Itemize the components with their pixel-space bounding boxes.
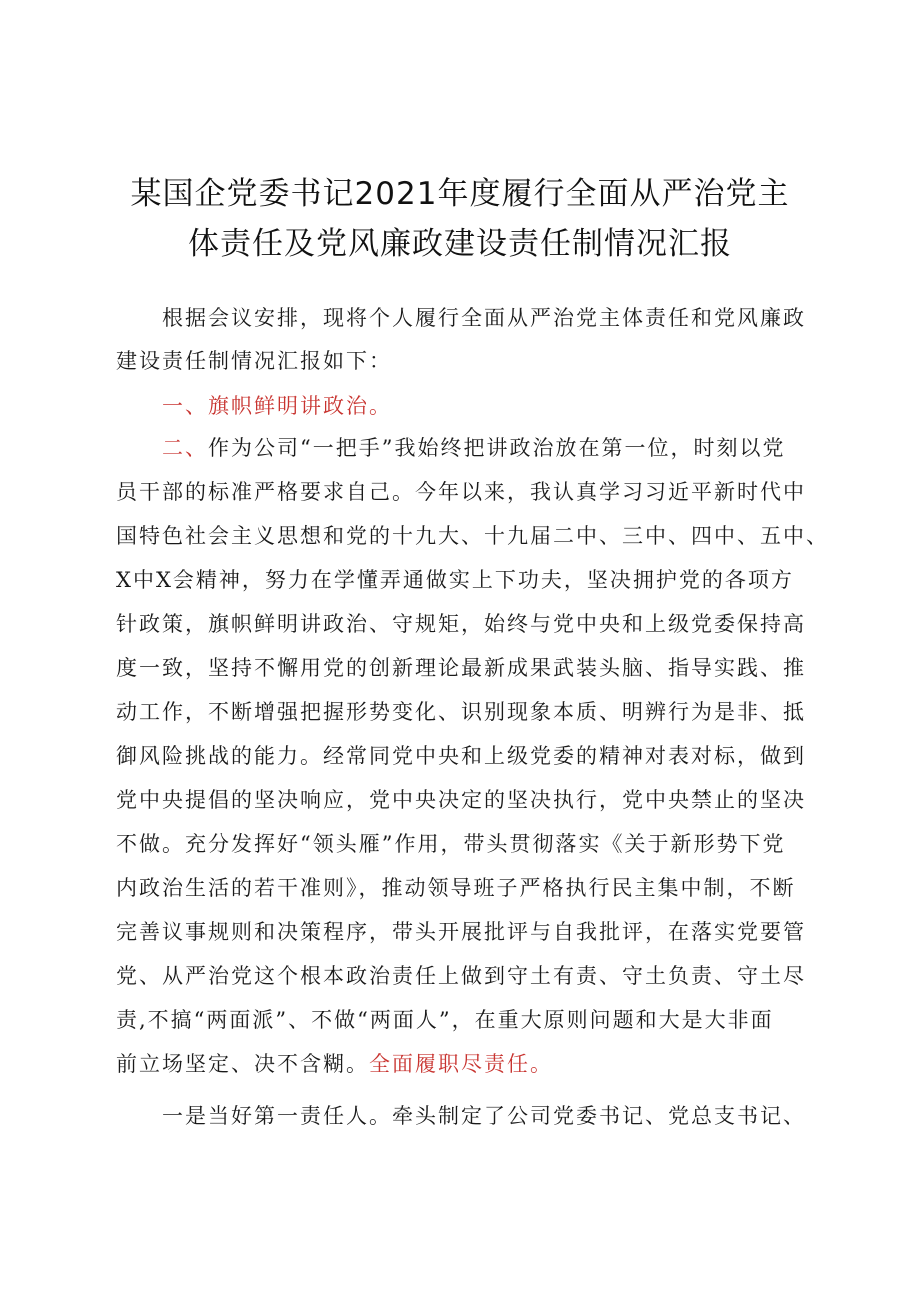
section-heading-3: 全面履职尽责任。 — [369, 1052, 553, 1076]
document-title-line-2: 体责任及党风廉政建设责任制情况汇报 — [188, 226, 732, 262]
paragraph-line: 责,不搞“两面派”、不做“两面人”，在重大原则问题和大是大非面 — [116, 1008, 774, 1032]
paragraph-line-text: 前立场坚定、决不含糊。 — [116, 1052, 369, 1076]
paragraph-line: 针政策，旗帜鲜明讲政治、守规矩，始终与党中央和上级党委保持高 — [116, 612, 806, 636]
paragraph-line: 动工作，不断增强把握形势变化、识别现象本质、明辨行为是非、抵 — [116, 700, 806, 724]
paragraph-line: 不做。充分发挥好“领头雁”作用，带头贯彻落实《关于新形势下党 — [116, 832, 786, 856]
paragraph-line: 一是当好第一责任人。牵头制定了公司党委书记、党总支书记、 — [162, 1104, 806, 1128]
paragraph-line: X中X会精神，努力在学懂弄通做实上下功夫，坚决拥护党的各项方 — [116, 568, 794, 592]
intro-line-1: 根据会议安排，现将个人履行全面从严治党主体责任和党风廉政 — [162, 306, 806, 330]
paragraph-line: 内政治生活的若干准则》，推动领导班子严格执行民主集中制，不断 — [116, 876, 796, 900]
paragraph-line: 党中央提倡的坚决响应，党中央决定的坚决执行，党中央禁止的坚决 — [116, 788, 806, 812]
paragraph-line — [162, 432, 785, 462]
section-heading-2-number: 二、 — [162, 436, 208, 460]
paragraph-line: 国特色社会主义思想和党的十九大、十九届二中、三中、四中、五中、 — [116, 524, 829, 548]
paragraph-line: 党、从严治党这个根本政治责任上做到守土有责、守土负责、守土尽 — [116, 964, 806, 988]
document-title-line-1: 某国企党委书记2021年度履行全面从严治党主 — [130, 176, 790, 212]
paragraph-line: 员干部的标准严格要求自己。今年以来，我认真学习习近平新时代中 — [116, 480, 806, 504]
paragraph-line — [116, 1048, 553, 1078]
paragraph-line: 完善议事规则和决策程序，带头开展批评与自我批评，在落实党要管 — [116, 920, 806, 944]
paragraph-line: 度一致，坚持不懈用党的创新理论最新成果武装头脑、指导实践、推 — [116, 656, 806, 680]
paragraph-line: 御风险挑战的能力。经常同党中央和上级党委的精神对表对标，做到 — [116, 744, 806, 768]
paragraph-line-text: 作为公司“一把手”我始终把讲政治放在第一位，时刻以党 — [208, 436, 786, 460]
intro-line-2: 建设责任制情况汇报如下： — [116, 349, 392, 373]
section-heading-1: 一、旗帜鲜明讲政治。 — [162, 394, 392, 418]
